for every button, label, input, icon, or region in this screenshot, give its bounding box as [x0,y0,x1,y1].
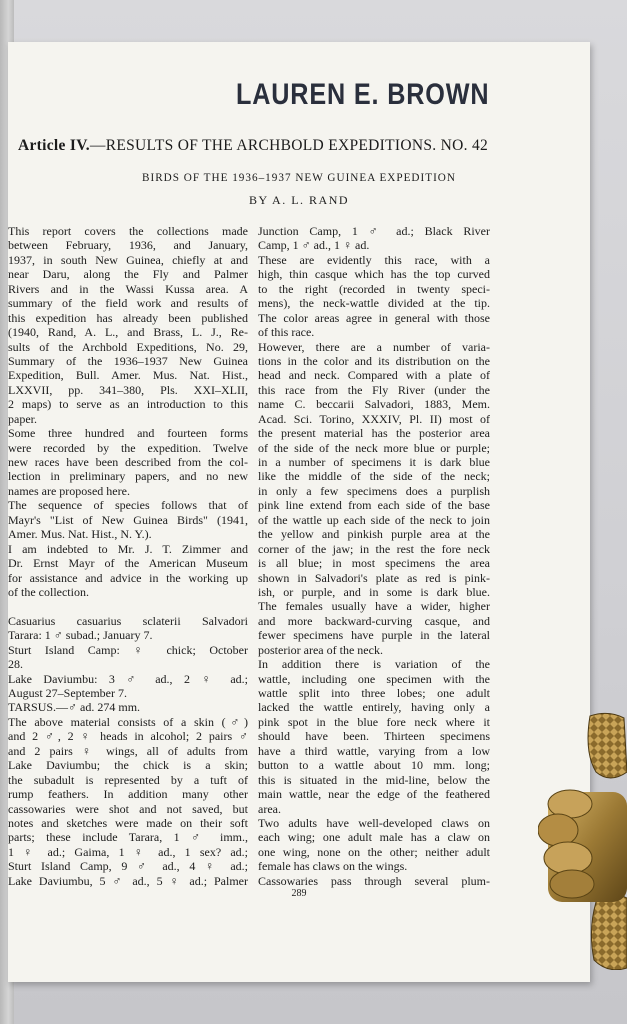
text-line: TARSUS.—♂ ad. 274 mm. [8,700,141,715]
text-line: of the side of the neck more blue or purple; [258,440,490,455]
text-line: Junction Camp, 1 ♂ ad.; Black River [258,224,490,238]
text-line: and 2 ♂, 2 ♀ heads in alcohol; 2 pairs ♂ [8,729,248,744]
text-line: Amer. Mus. Nat. Hist., N. Y.). [8,527,152,542]
text-line: of the collection. [8,584,89,599]
text-line: the subadult is represented by a tuft of [8,772,248,787]
text-line: The above material consists of a skin (♂) [8,714,248,729]
text-line: LXXVII, pp. 341–380, Pls. XXI–XLII, [8,382,248,397]
text-line: female has claws on the wings. [258,859,408,874]
text-line: lection in preliminary papers, and no new [8,469,248,484]
text-line: 1937, in south New Guinea, chiefly at and [8,252,248,267]
text-line: Expedition, Bull. Amer. Mus. Nat. Hist., [8,368,248,383]
text-line: mens), the neck-wattle divided at the tip. [258,296,490,311]
text-line: is all blue; in most specimens the area [258,556,490,571]
text-line: high, thin casque which has the top curved [258,267,490,282]
text-line: The females usually have a wider, higher [258,599,490,614]
text-line: 2 maps) to serve as an introduction to this [8,397,248,412]
text-column-left [8,224,248,888]
text-line: of this race. [258,325,315,340]
text-line: This report covers the collections made [8,224,248,238]
text-line: in a number of specimens it is dark blue [258,455,490,469]
text-line: Casuarius casuarius sclaterii Salvadori [8,613,248,628]
text-line: Some three hundred and fourteen forms [8,426,248,441]
text-line: shown in Salvadori's plate as red is pink- [258,570,490,585]
text-line: Camp, 1 ♂ ad., 1 ♀ ad. [258,238,370,253]
text-line: Lake Daviumbu; the chick is a skin; [8,758,248,773]
brass-page-clip [538,712,627,970]
article-title: —RESULTS OF THE ARCHBOLD EXPEDITIONS. NO. 42 [89,137,489,154]
text-line: notes and sketches were made on their soft [8,815,248,830]
text-line: However, there are a number of varia- [258,339,490,354]
text-line: Sturt Island Camp: ♀ chick; October [8,642,248,657]
text-line: Two adults have well-developed claws on [258,815,490,830]
text-line: Summary of the 1936–1937 New Guinea [8,353,248,368]
text-line: August 27–September 7. [8,686,127,700]
text-line: parts; these include Tarara, 1 ♂ imm., [8,830,248,845]
text-line: Lake Daviumbu, 5 ♂ ad., 5 ♀ ad.; Palmer [8,873,248,888]
text-line: and 2 pairs ♀ wings, all of adults from [8,743,248,758]
text-line: head and neck. Compared with a plate of [258,368,490,383]
text-line: The color areas agree in general with those [258,310,490,325]
text-line: and more backward-curving casque, and [258,613,490,628]
text-line: posterior area of the neck. [258,642,383,657]
text-line: for assistance and advice in the working up [8,570,248,585]
text-line: summary of the field work and results of [8,296,248,311]
text-line: sults of the Archbold Expeditions, No. 29, [8,339,248,354]
owner-name-stamp: LAUREN E. BROWN [236,78,490,111]
article-subtitle: BIRDS OF THE 1936–1937 NEW GUINEA EXPEDITION [142,172,456,184]
text-line: have a third wattle, varying from a low [258,743,490,758]
text-line: 1 ♀ ad.; Gaima, 1 ♀ ad., 1 sex? ad.; [8,844,248,859]
text-line: cassowaries were shot and not saved, but [8,801,248,816]
text-line: ish, or purple, and in some is dark blue. [258,584,490,599]
text-line: lacked the wattle entirely, having only a [258,700,490,715]
text-line: In addition there is variation of the [258,657,490,672]
article-label: Article IV. [18,137,90,154]
text-line: Lake Daviumbu: 3 ♂ ad., 2 ♀ ad.; [8,671,248,686]
text-line: Mayr's "List of New Guinea Birds" (1941, [8,512,248,527]
text-line: The sequence of species follows that of [8,498,248,513]
text-line: were recorded by the expedition. Twelve [8,440,248,455]
text-line: pink spot in the blue fore neck where it [258,714,490,729]
text-line: I am indebted to Mr. J. T. Zimmer and [8,541,248,556]
text-line: 28. [8,657,23,672]
text-line: Acad. Sci. Torino, XXXIV, Pl. II) most of [258,411,490,426]
text-line: should have been. Thirteen specimens [258,729,490,744]
text-line: paper. [8,411,37,426]
text-column-right [258,224,490,888]
article-heading [18,137,488,155]
text-line: each wing; one adult male has a claw on [258,830,490,845]
text-line: fewer specimens have purple in the lateral [258,628,490,643]
book-page [8,42,590,982]
text-line: new races have been described from the col- [8,455,248,469]
text-line: Cassowaries pass through several plum- [258,873,490,888]
text-line: this is situated in the mid-line, below the [258,772,490,787]
text-line: These are evidently this race, with a [258,252,490,267]
page-number: 289 [291,888,307,899]
text-line: corner of the jaw; in the rest the fore neck [258,541,490,556]
text-line: Rivers and in the Wassi Kussa area. A [8,281,248,296]
text-line: between February, 1936, and January, [8,238,248,253]
text-line: area. [258,801,281,816]
text-line: Dr. Ernst Mayr of the American Museum [8,556,248,571]
text-line: button to a wattle about 10 mm. long; [258,758,490,773]
text-line: wattle split into three lobes; one adult [258,686,490,700]
text-line [8,599,248,613]
text-line: main wattle, near the edge of the feathered [258,787,490,802]
text-line: pink line extend from each side of the base [258,498,490,513]
text-line: names are proposed here. [8,483,130,498]
text-line: the yellow and pinkish purple area at the [258,527,490,542]
text-line: Tarara: 1 ♂ subad.; January 7. [8,628,153,643]
text-line: in only a few specimens does a purplish [258,483,490,498]
text-line: of the wattle up each side of the neck to join [258,512,490,527]
text-line: this expedition has already been published [8,310,248,325]
text-line: this race from the Fly River (under the [258,382,490,397]
text-line: the present material has the posterior area [258,426,490,441]
text-line: (1940, Rand, A. L., and Brass, L. J., Re- [8,325,248,340]
author-byline: BY A. L. RAND [248,193,350,207]
text-line: to the right (recorded in twenty speci- [258,281,490,296]
text-line: like the middle of the side of the neck; [258,469,490,484]
text-line: Sturt Island Camp, 9 ♂ ad., 4 ♀ ad.; [8,859,248,874]
text-line: name C. beccarii Salvadori, 1883, Mem. [258,397,490,412]
text-line: near Daru, along the Fly and Palmer [8,267,248,282]
text-line: rump feathers. In addition many other [8,787,248,802]
text-line: tions in the color and its distribution on the [258,353,490,368]
text-line: wattle, including one specimen with the [258,671,490,686]
text-line: one wing, none on the other; neither adult [258,844,490,859]
